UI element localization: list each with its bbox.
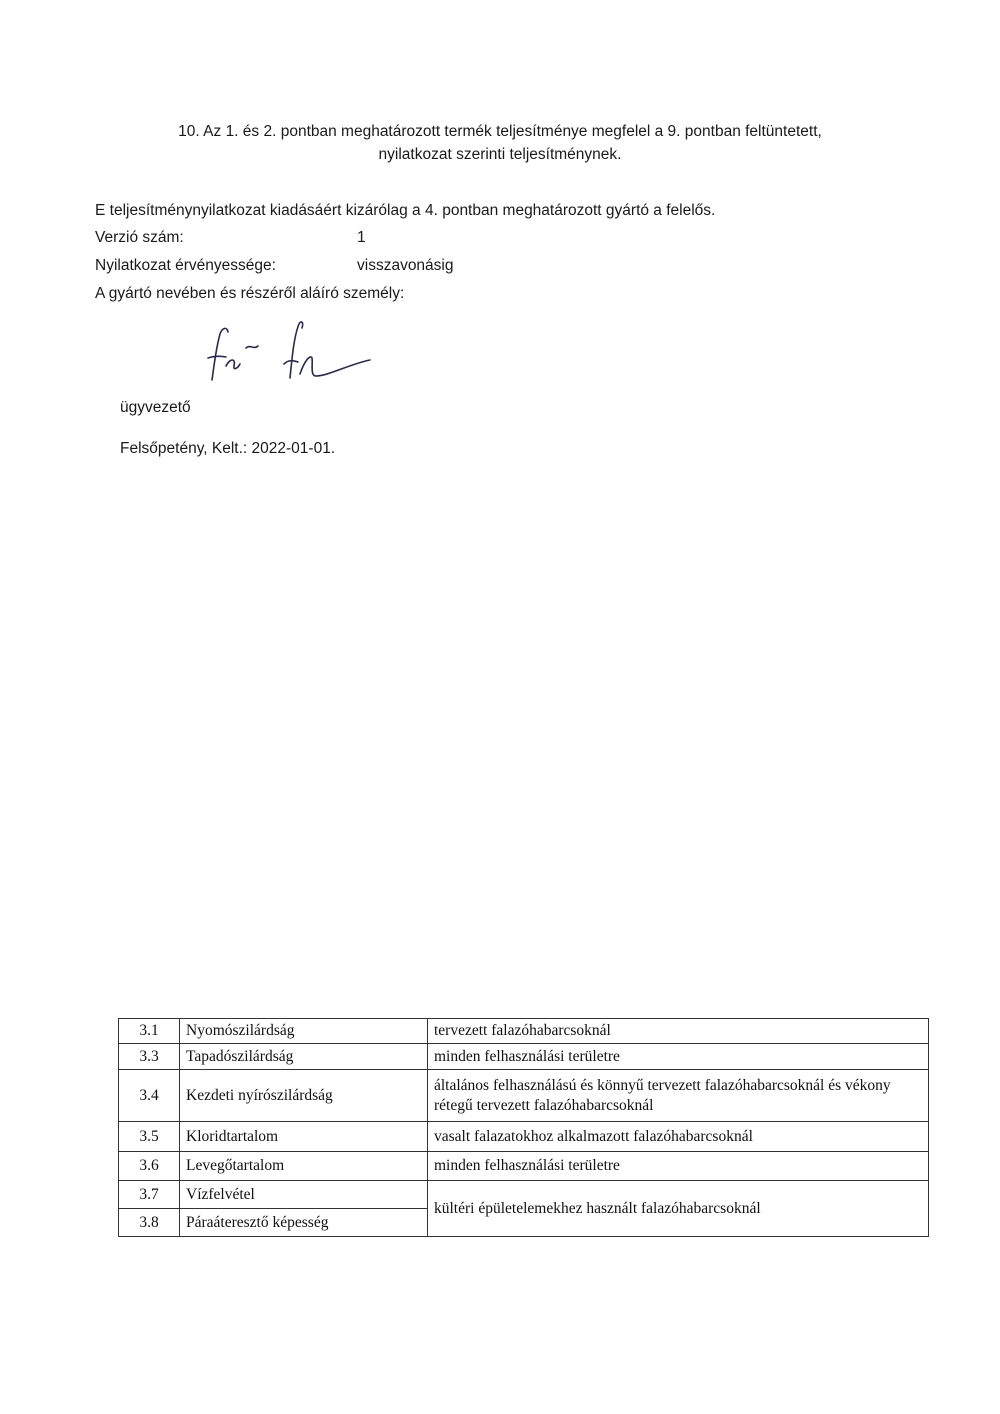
closing-statement (110, 120, 890, 166)
property-name: Páraáteresztő képesség (180, 1209, 428, 1237)
property-name: Nyomószilárdság (180, 1019, 428, 1044)
performance-table (118, 1018, 929, 1237)
signer-title: ügyvezető (120, 399, 191, 416)
row-number: 3.4 (119, 1070, 180, 1122)
row-number: 3.8 (119, 1209, 180, 1237)
validity-label: Nyilatkozat érvényessége: (95, 257, 276, 274)
property-name: Tapadószilárdság (180, 1044, 428, 1070)
row-number: 3.5 (119, 1122, 180, 1152)
table-row (119, 1019, 929, 1044)
signer-intro: A gyártó nevében és részéről aláíró személy: (95, 285, 405, 302)
row-number: 3.6 (119, 1152, 180, 1181)
place-date: Felsőpetény, Kelt.: 2022-01-01. (120, 440, 336, 457)
validity-value: visszavonásig (357, 257, 454, 274)
table-row (119, 1070, 929, 1122)
row-number: 3.7 (119, 1181, 180, 1209)
property-name: Kezdeti nyírószilárdság (180, 1070, 428, 1122)
property-scope: vasalt falazatokhoz alkalmazott falazóhabarcsoknál (428, 1122, 929, 1152)
property-name: Kloridtartalom (180, 1122, 428, 1152)
property-scope: általános felhasználású és könnyű tervezett falazóhabarcsoknál és vékony rétegű tervezett falazóhabarcsoknál (428, 1070, 929, 1122)
version-label: Verzió szám: (95, 229, 184, 246)
closing-statement-line-2: nyilatkozat szerinti teljesítménynek. (378, 146, 622, 163)
property-scope: kültéri épületelemekhez használt falazóhabarcsoknál (428, 1181, 929, 1237)
table-row (119, 1122, 929, 1152)
row-number: 3.3 (119, 1044, 180, 1070)
property-scope: minden felhasználási területre (428, 1152, 929, 1181)
property-scope: tervezett falazóhabarcsoknál (428, 1019, 929, 1044)
responsibility-statement: E teljesítménynyilatkozat kiadásáért kizárólag a 4. pontban meghatározott gyártó a felelős. (95, 202, 716, 219)
signature-image (200, 318, 385, 390)
closing-statement-line-1: 10. Az 1. és 2. pontban meghatározott termék teljesítménye megfelel a 9. pontban feltüntetett, (178, 123, 822, 140)
row-number: 3.1 (119, 1019, 180, 1044)
table-row (119, 1181, 929, 1209)
table-row (119, 1044, 929, 1070)
property-scope: minden felhasználási területre (428, 1044, 929, 1070)
table-row (119, 1152, 929, 1181)
version-value: 1 (357, 229, 366, 246)
property-name: Vízfelvétel (180, 1181, 428, 1209)
property-name: Levegőtartalom (180, 1152, 428, 1181)
